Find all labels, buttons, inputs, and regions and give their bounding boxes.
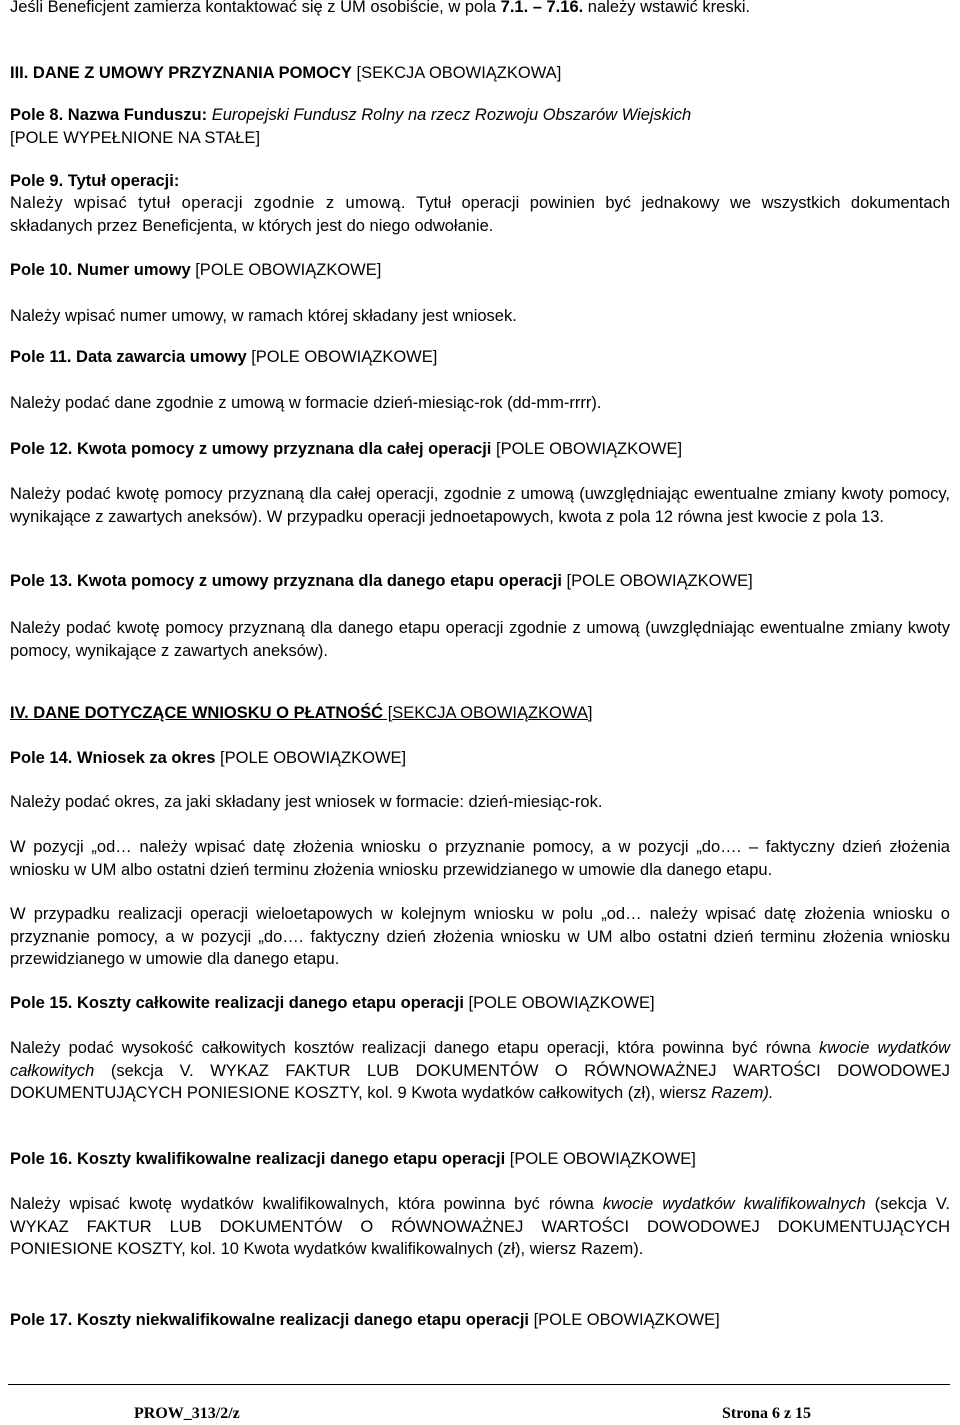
section-4-tag: [SEKCJA OBOWIĄZKOWA] xyxy=(383,704,593,722)
pole-8-label: Pole 8. Nazwa Funduszu: xyxy=(10,106,212,124)
pole-15-desc-razem: Razem). xyxy=(711,1084,774,1102)
pole-17-label: Koszty niekwalifikowalne realizacji danego etapu operacji xyxy=(76,1311,530,1329)
pole-14-para-1 xyxy=(10,836,950,881)
intro-field-range: 7.1. – 7.16. xyxy=(500,0,584,16)
pole-14-p2-do: „do…. xyxy=(258,927,304,946)
pole-12 xyxy=(10,438,950,461)
pole-13-label: Kwota pomocy z umowy przyznana dla danego etapu operacji xyxy=(76,572,562,590)
pole-14-p1-text-2: należy wpisać datę złożenia wniosku o przyznanie pomocy, a w pozycji xyxy=(131,838,697,856)
pole-14 xyxy=(10,747,950,770)
pole-9-text: Tytuł operacji powinien być jednakowy we wszystkich dokumentach składanych przez Beneficjenta, w których jest do niego odwołanie. xyxy=(10,194,950,235)
pole-14-p1-text: W pozycji xyxy=(10,838,92,856)
intro-text: Jeśli Beneficjent zamierza kontaktować się z UM osobiście, w pola xyxy=(10,0,501,16)
footer-doc-code: PROW_313/2/z xyxy=(134,1405,240,1422)
section-3-heading xyxy=(10,62,950,85)
pole-17-tag: [POLE OBOWIĄZKOWE] xyxy=(529,1311,720,1329)
pole-14-p1-do: „do…. xyxy=(696,838,742,856)
pole-15-desc-text-3: , kol. 9 Kwota wydatków całkowitych (zł), wiersz xyxy=(358,1084,712,1102)
section-4-title: IV. DANE DOTYCZĄCE WNIOSKU O PŁATNOŚĆ xyxy=(10,704,384,722)
pole-14-desc xyxy=(10,791,950,814)
pole-14-desc-text: Należy podać okres, za jaki składany jest wniosek w formacie: dzień-miesiąc-rok. xyxy=(10,793,603,811)
pole-15-desc xyxy=(10,1037,950,1105)
pole-9 xyxy=(10,170,950,193)
pole-15-number: Pole 15. xyxy=(10,994,77,1012)
pole-10-desc-text: Należy wpisać numer umowy, w ramach której składany jest wniosek. xyxy=(10,307,517,325)
pole-15-desc-text-2: (sekcja V. WYKAZ FAKTUR LUB DOKUMENTÓW O RÓWNOWAŻNEJ WARTOŚCI DOWODOWEJ DOKUMENTUJĄCYCH PONIESIONE KOSZTY xyxy=(10,1061,950,1102)
footer-page-number: Strona 6 z 15 xyxy=(722,1405,812,1422)
pole-16-tag: [POLE OBOWIĄZKOWE] xyxy=(505,1150,696,1168)
pole-14-label: Wniosek za okres xyxy=(76,749,216,767)
pole-14-para-2 xyxy=(10,903,950,971)
pole-13-desc xyxy=(10,617,950,662)
pole-14-number: Pole 14. xyxy=(10,749,77,767)
pole-15-label: Koszty całkowite realizacji danego etapu operacji xyxy=(76,994,464,1012)
pole-16-desc-italic: kwocie wydatków kwalifikowalnych xyxy=(602,1195,866,1213)
pole-15-desc-text: Należy podać wysokość całkowitych kosztów realizacji danego etapu operacji, która powinna być równa xyxy=(10,1039,819,1057)
pole-11 xyxy=(10,346,950,369)
pole-14-p1-od: „od… xyxy=(91,838,132,856)
pole-11-desc xyxy=(10,392,950,415)
pole-10-number: Pole 10. xyxy=(10,261,77,279)
pole-14-p1-text-3: – faktyczny dzień złożenia wniosku w UM albo ostatni dzień terminu złożenia wniosku przewidzianego w umowie dla danego etapu. xyxy=(10,838,950,879)
footer-divider xyxy=(8,1384,950,1385)
pole-17-number: Pole 17. xyxy=(10,1311,77,1329)
intro-text-end: należy wstawić kreski. xyxy=(583,0,751,16)
pole-11-number: Pole 11. xyxy=(10,348,77,366)
pole-10-tag: [POLE OBOWIĄZKOWE] xyxy=(190,261,382,279)
pole-14-p2-od: „od… xyxy=(601,905,642,923)
pole-8-tag: [POLE WYPEŁNIONE NA STAŁE] xyxy=(10,128,261,147)
pole-16-desc-text: Należy wpisać kwotę wydatków kwalifikowalnych, która powinna być równa xyxy=(10,1195,603,1213)
pole-15-tag: [POLE OBOWIĄZKOWE] xyxy=(463,994,655,1012)
pole-11-desc-text: Należy podać dane zgodnie z umową w formacie dzień-miesiąc-rok (dd-mm-rrrr). xyxy=(10,394,602,412)
pole-14-p2-text-3: faktyczny dzień złożenia wniosku w UM albo ostatni dzień terminu złożenia wniosku przewidzianego w umowie dla danego etapu. xyxy=(10,927,951,968)
pole-12-tag: [POLE OBOWIĄZKOWE] xyxy=(491,440,683,458)
pole-12-label: Kwota pomocy z umowy przyznana dla całej operacji xyxy=(76,440,492,458)
pole-12-number: Pole 12. xyxy=(10,440,77,458)
intro-paragraph xyxy=(10,0,950,19)
pole-11-label: Data zawarcia umowy xyxy=(76,348,247,366)
pole-8-value: Europejski Fundusz Rolny na rzecz Rozwoju Obszarów Wiejskich xyxy=(211,106,692,124)
pole-16-desc-text-2: (sekcja V. WYKAZ FAKTUR LUB DOKUMENTÓW O RÓWNOWAŻNEJ WARTOŚCI DOWODOWEJ DOKUMENTUJĄCYCH PONIESIONE KOSZTY xyxy=(10,1195,950,1258)
pole-10 xyxy=(10,259,950,282)
pole-10-label: Numer umowy xyxy=(76,261,191,279)
pole-13-tag: [POLE OBOWIĄZKOWE] xyxy=(561,572,753,590)
section-3-tag: [SEKCJA OBOWIĄZKOWA] xyxy=(351,64,562,82)
pole-14-p2-text-2: należy wpisać datę złożenia wniosku o przyznanie pomocy, a w pozycji xyxy=(10,905,950,946)
pole-12-desc-text: Należy podać kwotę pomocy przyznaną dla całej operacji, zgodnie z umową (uwzględniając ewentualne zmiany kwoty pomocy, wynikające z zawartych aneksów). W przypadku operacji jednoetapowych, kwota z pola 12 równa jest kwocie z pola 13. xyxy=(10,485,950,526)
section-4-heading xyxy=(10,702,950,725)
pole-17 xyxy=(10,1309,950,1332)
pole-11-tag: [POLE OBOWIĄZKOWE] xyxy=(246,348,438,366)
pole-16-desc xyxy=(10,1193,950,1261)
pole-8 xyxy=(10,104,950,149)
pole-13-number: Pole 13. xyxy=(10,572,77,590)
pole-9-label: Pole 9. Tytuł operacji: xyxy=(10,172,180,190)
pole-16-label: Koszty kwalifikowalne realizacji danego etapu operacji xyxy=(76,1150,506,1168)
section-3-title: III. DANE Z UMOWY PRZYZNANIA POMOCY xyxy=(10,64,352,82)
pole-16 xyxy=(10,1148,950,1171)
pole-14-p2-text: W przypadku realizacji operacji wieloetapowych w kolejnym wniosku w polu xyxy=(10,905,602,923)
pole-9-line1: Należy wpisać tytuł operacji zgodnie z umową. xyxy=(10,194,406,212)
pole-9-desc xyxy=(10,192,950,237)
pole-13 xyxy=(10,570,950,593)
pole-13-desc-text: Należy podać kwotę pomocy przyznaną dla danego etapu operacji zgodnie z umową (uwzględniając ewentualne zmiany kwoty pomocy, wynikające z zawartych aneksów). xyxy=(10,619,950,660)
pole-10-desc xyxy=(10,305,950,328)
pole-16-number: Pole 16. xyxy=(10,1150,77,1168)
pole-15-desc-italic: kwocie wydatków całkowitych xyxy=(10,1039,951,1080)
pole-16-desc-text-3: , kol. 10 Kwota wydatków kwalifikowalnych (zł), wiersz Razem). xyxy=(181,1240,644,1258)
pole-12-desc xyxy=(10,483,950,528)
pole-14-tag: [POLE OBOWIĄZKOWE] xyxy=(215,749,407,767)
pole-15 xyxy=(10,992,950,1015)
